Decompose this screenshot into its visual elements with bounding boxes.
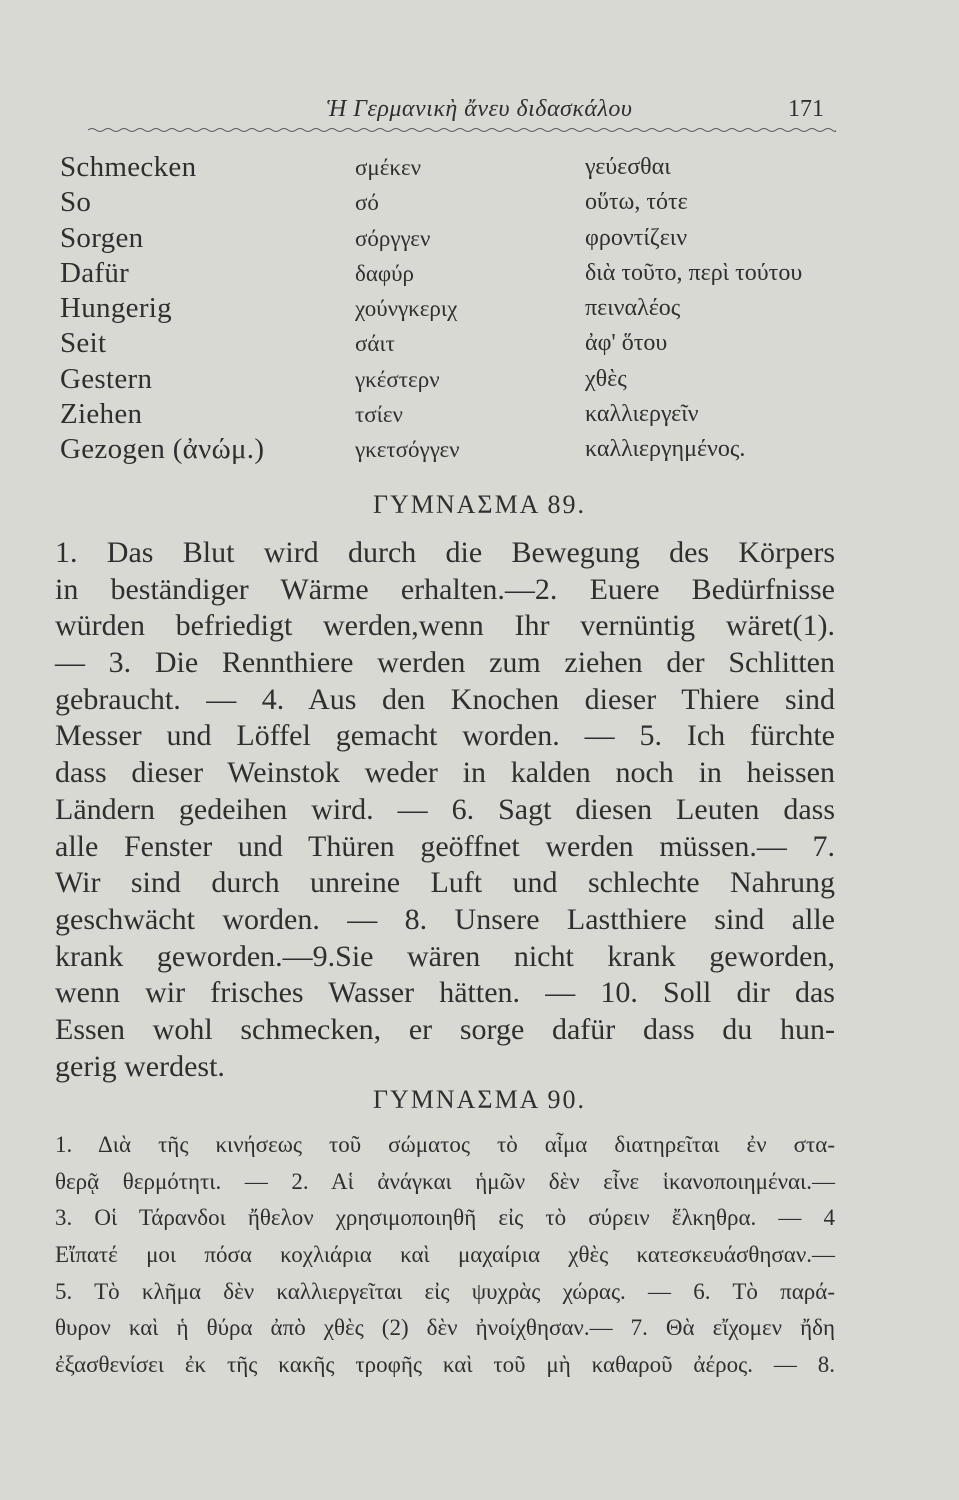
header-title: Ἡ Γερμανικὴ ἄνευ διδασκάλου [326,96,633,122]
text-line: Εἴπατέ μοι πόσα κοχλιάρια καὶ μαχαίρια χθὲς κατεσκευάσθησαν.— [55,1242,835,1268]
vocab-transliteration: σάιτ [355,331,395,357]
vocabulary-table [60,150,860,468]
vocab-greek: χθὲς [585,365,627,392]
vocab-row [60,326,860,361]
vocab-transliteration: γκέστερν [355,366,440,392]
vocab-row [60,185,860,220]
vocab-greek: καλλιεργεῖν [585,401,699,428]
vocab-transliteration: σό [355,190,379,216]
text-line: 1. Das Blut wird durch die Bewegung des Körpers [55,536,835,569]
text-line: θερᾷ θερμότητι. — 2. Αἱ ἀνάγκαι ἡμῶν δὲν εἶνε ἱκανοποιημέναι.— [55,1168,835,1194]
vocab-german: Ziehen [60,398,143,431]
vocab-transliteration: δαφύρ [355,260,415,286]
exercise-89-title: ΓΥΜΝΑΣΜΑ 89. [372,490,587,519]
vocab-german: Dafür [60,256,130,289]
text-line: alle Fenster und Thüren geöffnet werden müssen.— 7. [55,829,835,863]
text-line: Ländern gedeihen wird. — 6. Sagt diesen Leuten dass [55,792,835,826]
vocab-german: Gezogen (ἀνώμ.) [60,433,265,466]
running-header [0,96,959,126]
text-line: gerig werdest. [55,1049,225,1083]
exercise-90-text [55,1127,835,1384]
vocab-transliteration: τσίεν [355,402,403,428]
page-number: 171 [788,96,824,122]
vocab-greek: ἀφ' ὅτου [585,330,668,357]
text-line: 1. Διὰ τῆς κινήσεως τοῦ σώματος τὸ αἷμα διατηρεῖται ἐν στα- [55,1132,835,1157]
vocab-german: So [60,186,92,219]
text-line: in beständiger Wärme erhalten.—2. Euere Bedürfnisse [55,572,835,606]
vocab-row [60,150,860,185]
text-line: — 3. Die Rennthiere werden zum ziehen der Schlitten [55,646,835,680]
vocab-row [60,291,860,326]
vocab-german: Sorgen [60,221,144,254]
text-line: würden befriedigt werden,wenn Ihr vernüntig wäret(1). [55,609,835,643]
vocab-row [60,432,860,467]
vocab-row [60,221,860,256]
vocab-german: Seit [60,327,107,360]
vocab-row [60,362,860,397]
text-line: Messer und Löffel gemacht worden. — 5. Ich fürchte [55,719,835,753]
vocab-german: Gestern [60,362,153,395]
vocab-greek: φροντίζειν [585,224,688,251]
vocab-greek: καλλιεργημένος. [585,436,746,463]
text-line: 3. Οἱ Τάρανδοι ἤθελον χρησιμοποιηθῆ εἰς τὸ σύρειν ἔλκηθρα. — 4 [55,1205,835,1231]
text-line: dass dieser Weinstok weder in kalden noch in heissen [55,756,835,790]
vocab-german: Hungerig [60,292,172,325]
vocab-greek: γεύεσθαι [585,154,671,180]
vocab-greek: οὕτω, τότε [585,189,688,216]
text-line: gebraucht. — 4. Aus den Knochen dieser Thiere sind [55,682,835,716]
vocab-transliteration: χούνγκεριχ [355,296,458,322]
text-line: θυρον καὶ ἡ θύρα ἀπὸ χθὲς (2) δὲν ἠνοίχθησαν.— 7. Θὰ εἴχομεν ἤδη [55,1315,835,1341]
vocab-transliteration: γκετσόγγεν [355,437,460,463]
text-line: ἐξασθενίσει ἐκ τῆς κακῆς τροφῆς καὶ τοῦ μὴ καθαροῦ ἀέρος. — 8. [55,1352,835,1378]
vocab-transliteration: σμέκεν [355,155,422,180]
text-line: geschwächt worden. — 8. Unsere Lastthiere sind alle [55,902,835,936]
vocab-greek: πειναλέος [585,295,681,322]
text-line: Wir sind durch unreine Luft und schlechte Nahrung [55,866,835,900]
text-line: krank geworden.—9.Sie wären nicht krank geworden, [55,939,835,973]
exercise-89-text [55,535,835,1085]
text-line: Essen wohl schmecken, er sorge dafür dass du hun- [55,1012,835,1046]
vocab-row [60,256,860,291]
text-line: 5. Τὸ κλῆμα δὲν καλλιεργεῖται εἰς ψυχρὰς χώρας. — 6. Τὸ παρά- [55,1278,835,1304]
wavy-rule [88,127,836,133]
vocab-german: Schmecken [60,151,197,183]
text-line: wenn wir frisches Wasser hätten. — 10. Soll dir das [55,976,835,1010]
vocab-transliteration: σόργγεν [355,225,431,251]
exercise-90-title: ΓΥΜΝΑΣΜΑ 90. [372,1085,587,1114]
vocab-greek: διὰ τοῦτο, περὶ τούτου [585,259,803,286]
vocab-row [60,397,860,432]
